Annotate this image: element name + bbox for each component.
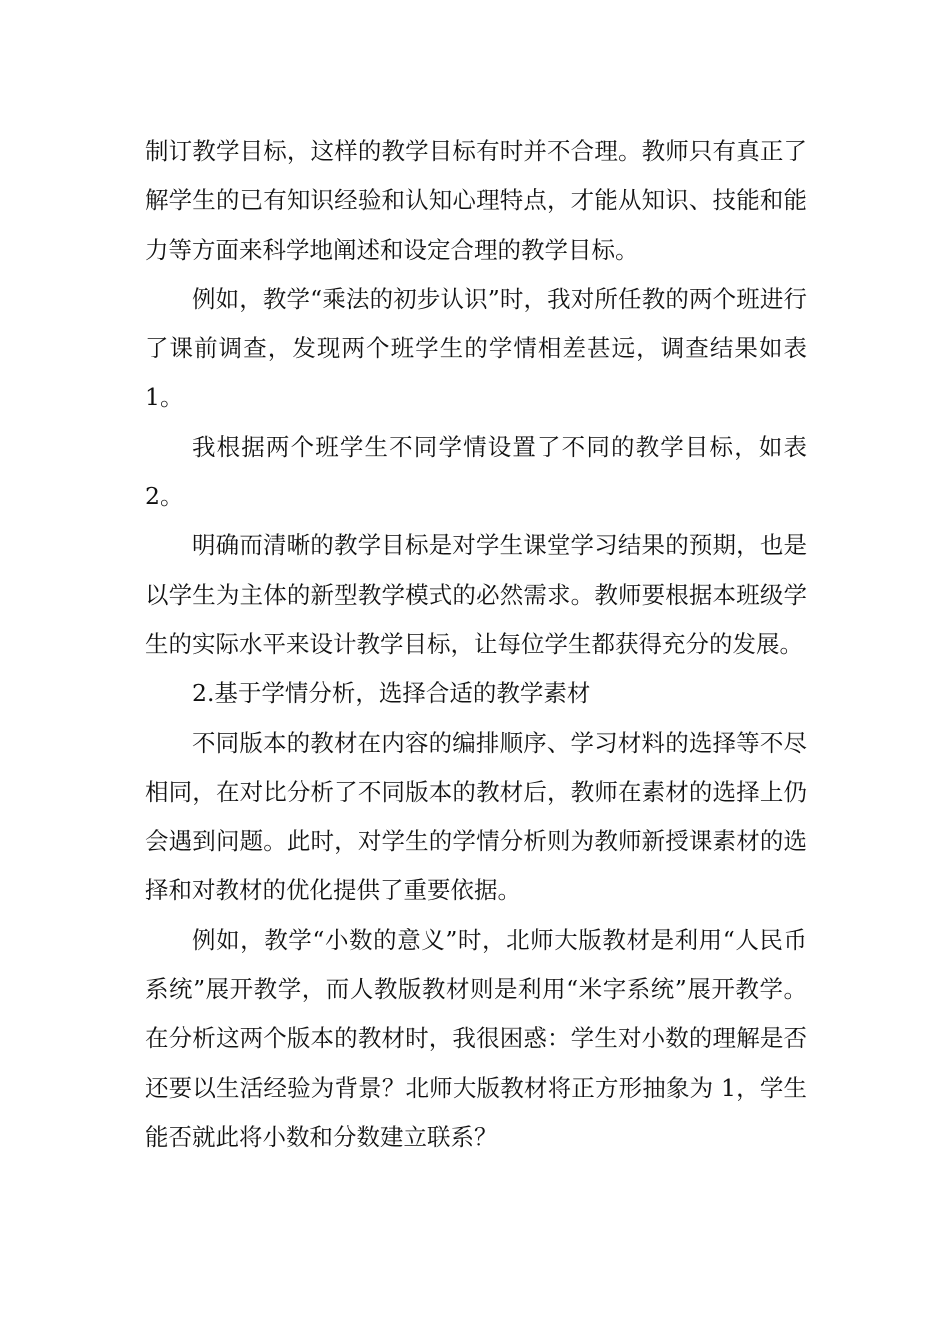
paragraph-3: 我根据两个班学生不同学情设置了不同的教学目标，如表 2。 <box>145 432 807 511</box>
section-heading: 2.基于学情分析，选择合适的教学素材 <box>192 679 591 708</box>
paragraph-1: 制订教学目标，这样的教学目标有时并不合理。教师只有真正了解学生的已有知识经验和认知心理特点，才能从知识、技能和能力等方面来科学地阐述和设定合理的教学目标。 <box>145 137 807 264</box>
paragraph-6: 例如，教学“小数的意义”时，北师大版教材是利用“人民币系统”展开教学，而人教版教材则是利用“米字系统”展开教学。在分析这两个版本的教材时，我很困惑：学生对小数的理解是否还要以生活经验为背景？北师大版教材将正方形抽象为 1，学生能否就此将小数和分数建立联系？ <box>145 925 807 1151</box>
paragraph-2: 例如，教学“乘法的初步认识”时，我对所任教的两个班进行了课前调查，发现两个班学生的学情相差甚远，调查结果如表 1。 <box>145 284 807 412</box>
paragraph-5: 不同版本的教材在内容的编排顺序、学习材料的选择等不尽相同，在对比分析了不同版本的教材后，教师在素材的选择上仍会遇到问题。此时，对学生的学情分析则为教师新授课素材的选择和对教材的优化提供了重要依据。 <box>145 728 807 905</box>
document-page <box>145 127 807 1162</box>
paragraph-4: 明确而清晰的教学目标是对学生课堂学习结果的预期，也是以学生为主体的新型教学模式的必然需求。教师要根据本班级学生的实际水平来设计教学目标，让每位学生都获得充分的发展。 <box>145 531 807 658</box>
